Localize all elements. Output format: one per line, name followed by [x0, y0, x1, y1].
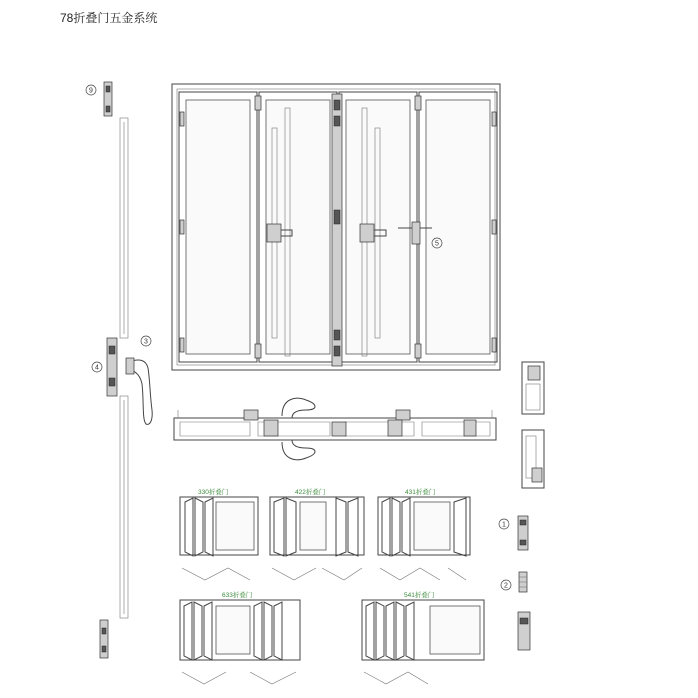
callout-2-label: 2: [504, 582, 508, 590]
config-422-label: 422折叠门: [295, 489, 326, 496]
center-stile-hardware: [332, 94, 342, 366]
config-633: [180, 590, 300, 684]
section-handle-bottom: [282, 440, 315, 460]
callout-4-label: 4: [95, 364, 99, 372]
config-422: [270, 487, 364, 580]
section-handle-top: [282, 398, 315, 418]
callout-5-label: 5: [435, 240, 439, 248]
bottom-bolt-part: [100, 620, 108, 658]
config-330: [180, 487, 258, 580]
callout-1-label: 1: [502, 521, 506, 529]
leaf2-handle: [267, 224, 281, 242]
callout-9-label: 9: [89, 87, 93, 95]
callout-3-label: 3: [144, 338, 148, 346]
part-bottom-guide: [518, 612, 530, 650]
config-431-label: 431折叠门: [405, 489, 436, 496]
config-541-label: 541折叠门: [404, 592, 435, 599]
horizontal-section: [174, 398, 496, 459]
leaf4-handle: [412, 222, 420, 244]
config-330-label: 330折叠门: [198, 489, 229, 496]
page-title: 78折叠门五金系统: [60, 11, 158, 25]
right-detail-parts: [499, 362, 544, 650]
folding-door-elevation: [172, 84, 500, 370]
config-431: [378, 487, 470, 580]
config-633-label: 633折叠门: [222, 592, 253, 599]
config-541: [362, 590, 484, 684]
left-hardware-column: [86, 82, 152, 658]
leaf3-handle: [360, 224, 374, 242]
